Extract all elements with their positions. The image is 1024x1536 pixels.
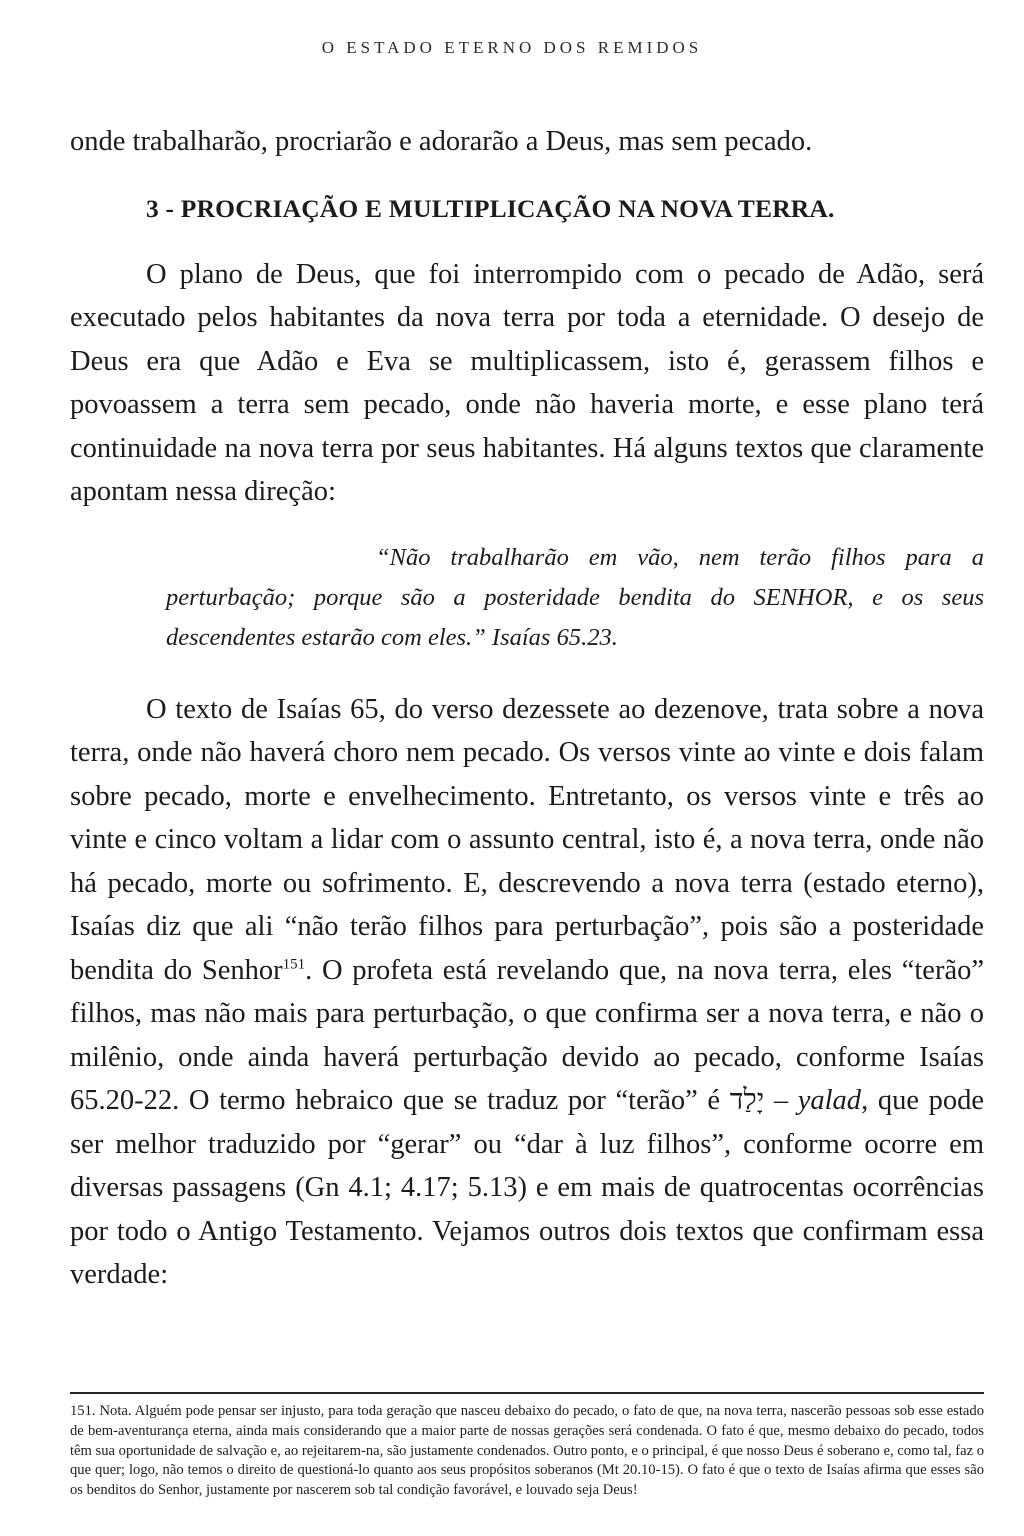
section-heading: 3 - PROCRIAÇÃO E MULTIPLICAÇÃO NA NOVA TERRA. <box>146 193 835 223</box>
hebrew-term: יָלַד <box>729 1085 765 1116</box>
page-body <box>70 120 984 1297</box>
footnote-151: 151. Nota. Alguém pode pensar ser injusto, para toda geração que nasceu debaixo do pecado, o fato de que, na nova terra, nascerão pessoas sob esse estado de bem-aventurança eterna, ainda mais considerando que a maior parte de nossas gerações será condenada. O fato é que, mesmo debaixo do pecado, todos têm sua oportunidade de salvação e, ao rejeitarem-na, são justamente condenados. Outro ponto, e o principal, é que nosso Deus é soberano e, como tal, faz o que quer; logo, não temos o direito de questioná-lo quanto aos seus propósitos soberanos (Mt 20.10-15). O fato é que o texto de Isaías afirma que esses são os benditos do Senhor, justamente por nascerem sob tal condição favorável, e louvado seja Deus! <box>70 1403 984 1499</box>
paragraph-continuation: onde trabalharão, procriarão e adorarão a Deus, mas sem pecado. <box>70 126 813 157</box>
transliteration-term: yalad <box>797 1085 862 1116</box>
paragraph-plan-of-god: O plano de Deus, que foi interrompido com o pecado de Adão, será executado pelos habitantes da nova terra por toda a eternidade. O desejo de Deus era que Adão e Eva se multiplicassem, isto é, gerassem filhos e povoassem a terra sem pecado, onde não haveria morte, e esse plano terá continuidade na nova terra por seus habitantes. Há alguns textos que claramente apontam nessa direção: <box>70 258 984 507</box>
block-quote-isaiah: “Não trabalharão em vão, nem terão filhos para a perturbação; porque são a posteridade bendita do SENHOR, e os seus descendentes estarão com eles.” Isaías 65.23. <box>166 543 984 651</box>
paragraph-dash: – <box>764 1085 798 1116</box>
running-header: O ESTADO ETERNO DOS REMIDOS <box>321 38 703 57</box>
paragraph-text-part-a: O texto de Isaías 65, do verso dezessete ao dezenove, trata sobre a nova terra, onde não haverá choro nem pecado. Os versos vinte ao vinte e dois falam sobre pecado, morte e envelhecimento. Entretanto, os versos vinte e três ao vinte e cinco voltam a lidar com o assunto central, isto é, a nova terra, onde não há pecado, morte ou sofrimento. E, descrevendo a nova terra (estado eterno), Isaías diz que ali “não terão filhos para perturbação”, pois são a posteridade bendita do Senhor <box>70 693 984 986</box>
footnote-divider <box>70 1392 984 1394</box>
footnote-reference[interactable]: 151 <box>282 956 306 972</box>
paragraph-isaiah-analysis <box>70 688 984 1297</box>
paragraph-text-part-d: , que pode ser melhor traduzido por “gerar” ou “dar à luz filhos”, conforme ocorre em diversas passagens (Gn 4.1; 4.17; 5.13) e em mais de quatrocentas ocorrências por todo o Antigo Testamento. Vejamos outros dois textos que confirmam essa verdade: <box>70 1085 984 1290</box>
paragraph-text-part-b: . O profeta está revelando que, na nova terra, eles “terão” filhos, mas não mais para perturbação, o que confirma ser a nova terra, e não o milênio, onde ainda haverá perturbação devido ao pecado, conforme Isaías 65.20-22. O termo hebraico que se traduz por “terão” é <box>70 954 984 1116</box>
